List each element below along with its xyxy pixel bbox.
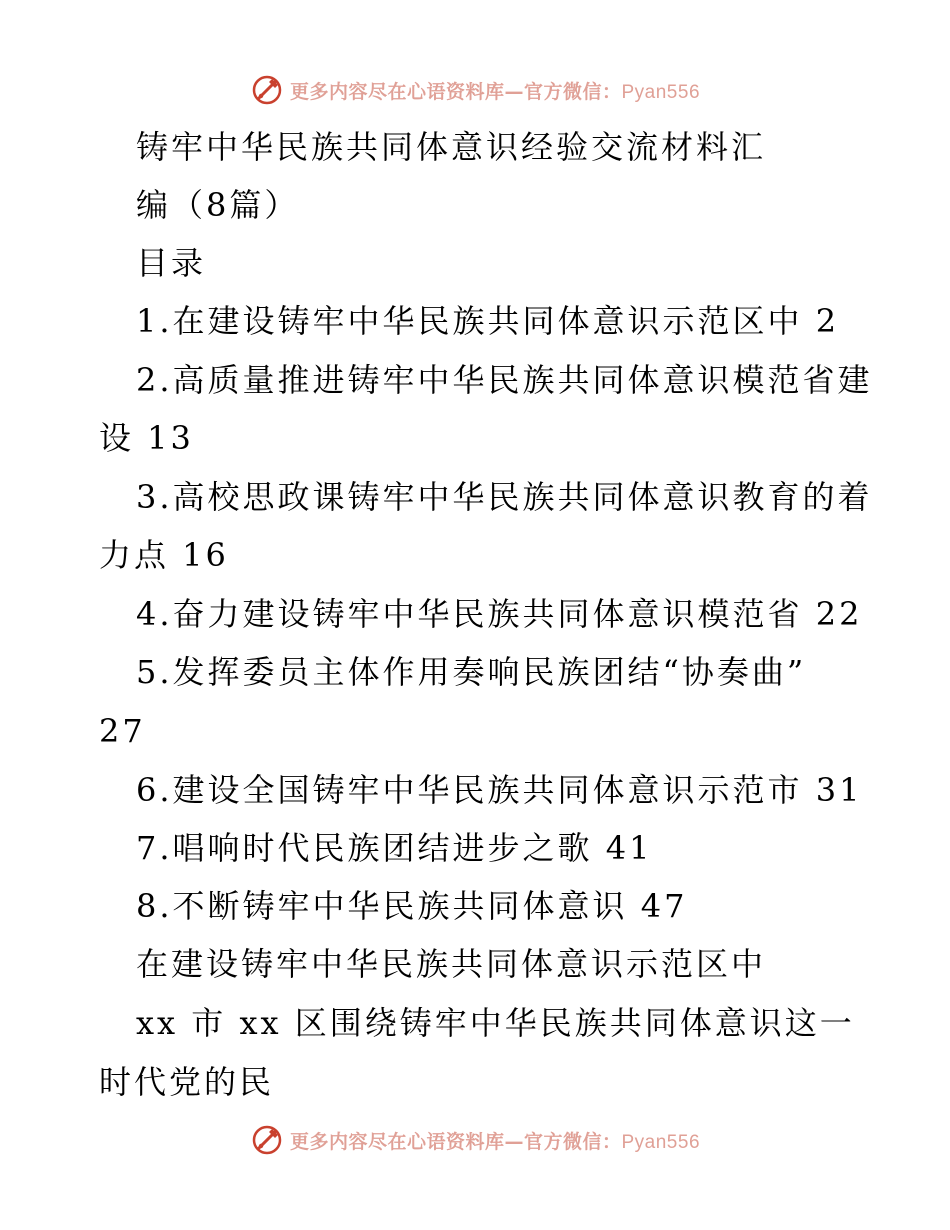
body-paragraph-line-1: xx 市 xx 区围绕铸牢中华民族共同体意识这一 <box>136 1004 855 1042</box>
toc-item-4: 4.奋力建设铸牢中华民族共同体意识模范省 22 <box>136 595 863 633</box>
toc-item-1: 1.在建设铸牢中华民族共同体意识示范区中 2 <box>136 302 840 340</box>
toc-item-5-continued: 27 <box>99 712 146 750</box>
footer-watermark <box>0 1118 950 1162</box>
body-paragraph-line-2: 时代党的民 <box>99 1063 275 1101</box>
pen-logo-icon <box>250 73 284 107</box>
pen-logo-icon <box>250 1123 284 1157</box>
watermark-handle: Pyan556 <box>621 81 701 103</box>
toc-item-2-continued: 设 13 <box>99 419 194 457</box>
section-title: 在建设铸牢中华民族共同体意识示范区中 <box>136 945 767 983</box>
watermark-group-bottom <box>250 1123 700 1157</box>
watermark-handle: Pyan556 <box>621 1131 701 1153</box>
toc-item-6: 6.建设全国铸牢中华民族共同体意识示范市 31 <box>136 771 863 809</box>
doc-title-line-2: 编（8篇） <box>136 186 300 224</box>
toc-item-8: 8.不断铸牢中华民族共同体意识 47 <box>136 887 688 925</box>
toc-item-7: 7.唱响时代民族团结进步之歌 41 <box>136 829 653 867</box>
watermark-text: 更多内容尽在心语资料库—官方微信：Pyan556 <box>289 1130 701 1153</box>
toc-heading: 目录 <box>136 244 207 282</box>
toc-item-5: 5.发挥委员主体作用奏响民族团结“协奏曲” <box>136 653 807 691</box>
doc-title-line-1: 铸牢中华民族共同体意识经验交流材料汇 <box>136 128 767 166</box>
toc-item-2: 2.高质量推进铸牢中华民族共同体意识模范省建 <box>136 361 873 399</box>
toc-item-3: 3.高校思政课铸牢中华民族共同体意识教育的着 <box>136 478 873 516</box>
toc-item-3-continued: 力点 16 <box>99 536 229 574</box>
watermark-text: 更多内容尽在心语资料库—官方微信：Pyan556 <box>289 80 701 103</box>
watermark-group <box>250 73 700 107</box>
header-watermark <box>0 68 950 112</box>
